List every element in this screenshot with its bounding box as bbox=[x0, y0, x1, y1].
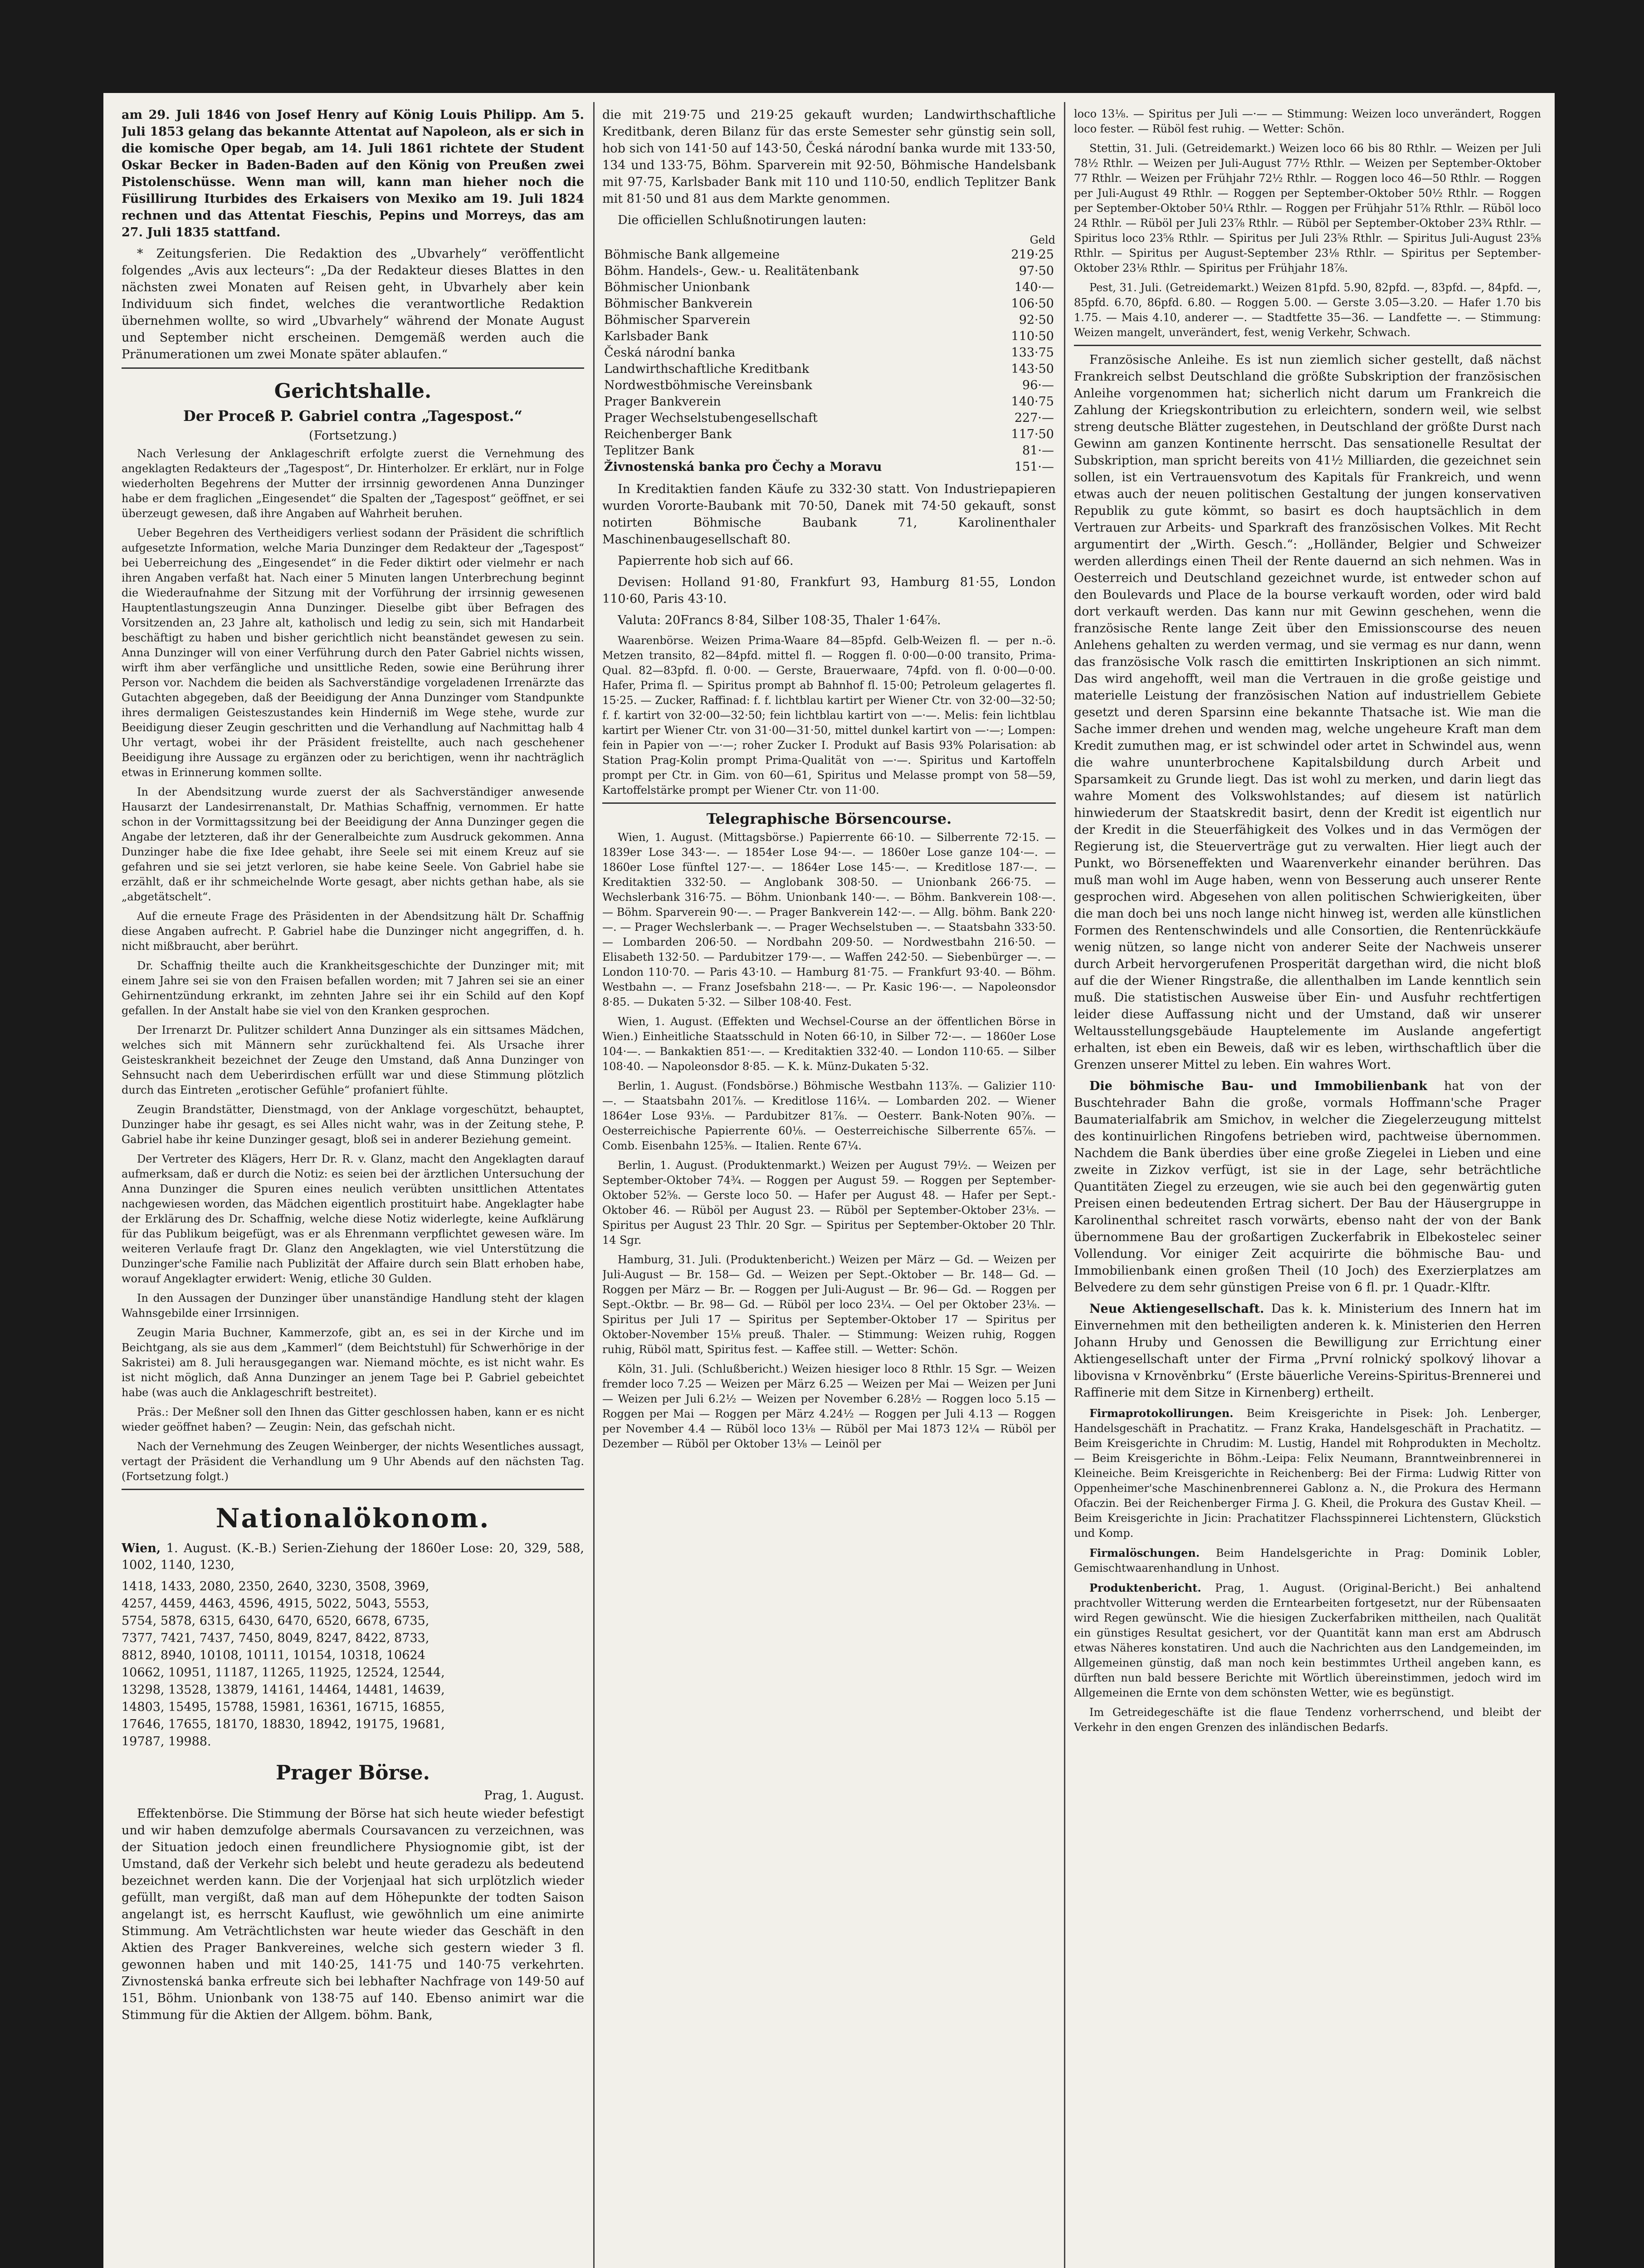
serien-row: 14803, 15495, 15788, 15981, 16361, 16715, 16855, bbox=[122, 1700, 445, 1714]
column-rule bbox=[593, 102, 595, 2268]
section-heading-prager-boerse: Prager Börse. bbox=[276, 1761, 430, 1784]
table-row bbox=[602, 296, 1056, 312]
section-heading-nationaloekonom: Nationalökonom. bbox=[215, 1503, 490, 1534]
paragraph: Präs.: Der Meßner soll den Ihnen das Gitter geschlossen haben, kann er es nicht wieder geöffnet haben? — Zeugin: Nein, das gefschah nicht. bbox=[122, 1406, 584, 1433]
paragraph: Papierrente hob sich auf 66. bbox=[618, 554, 794, 568]
stock-value: 92·50 bbox=[1019, 313, 1054, 327]
table-row bbox=[602, 328, 1056, 345]
article-heading: Firmalöschungen. bbox=[1089, 1546, 1200, 1559]
paragraph: Stettin, 31. Juli. (Getreidemarkt.) Weizen loco 66 bis 80 Rthlr. — Weizen per Juli 78½ Rthlr. — Weizen per Juli-August 77½ Rthlr. — Weizen per September-Oktober 77 Rthlr. — Weizen per Frühjahr 72½ Rthlr. — Roggen loco 46—50 Rthlr. — Roggen per Juli-August 49 Rthlr. — Roggen per September-Oktober 50½ Rthlr. — Roggen per September-Oktober 50¼ Rthlr. — Roggen per Frühjahr 51⅞ Rthlr. — Rüböl loco 24 Rthlr. — Rüböl per Juli 23⅞ Rthlr. — Rüböl per September-Oktober 23¾ Rthlr. — Spiritus loco 23⅝ Rthlr. — Spiritus per Juli 23⅝ Rthlr. — Spiritus Juli-August 23⅝ Rthlr. — Spiritus per August-September 23⅛ Rthlr. — Spiritus per September-Oktober 23⅛ Rthlr. — Spiritus per Frühjahr 18⅞. bbox=[1074, 142, 1541, 274]
column-2 bbox=[602, 107, 1056, 2268]
article-body: Das k. k. Ministerium des Innern hat im Einvernehmen mit den betheiligten anderen k. k. Ministerien den Herren Johann Hruby und Genossen die Bewilligung zur Errichtung einer Aktiengesellschaft unter der Firma „První rolnický spolkový lihovar a libovisna v Krnověnbrku“ (Erste bäuerliche Vereins-Spiritus-Brennerei und Raffinerie mit dem Sitze in Kirnenberg) ertheilt. bbox=[1074, 1302, 1541, 1400]
article-continuation: (Fortsetzung.) bbox=[309, 429, 397, 443]
paragraph: In den Aussagen der Dunzinger über unanständige Handlung steht der klagen Wahnsgebilde einer Irrsinnigen. bbox=[122, 1292, 584, 1320]
table-row bbox=[602, 443, 1056, 459]
serien-row: 17646, 17655, 18170, 18830, 18942, 19175, 19681, bbox=[122, 1717, 445, 1731]
stock-name: Böhmische Bank allgemeine bbox=[604, 248, 780, 262]
section-heading-gerichtshalle: Gerichtshalle. bbox=[274, 380, 432, 403]
paragraph: Der Vertreter des Klägers, Herr Dr. R. v. Glanz, macht den Angeklagten darauf aufmerksam, daß er durch die Notiz: es seien bei der ärztlichen Untersuchung der Anna Dunzinger die Spuren eines neulich verübten unsittlichen Attentates nachgewiesen worden, das Mädchen eigentlich prostituirt habe. Angeklagter habe der Erklärung des Dr. Schaffnig, welche diese Notiz widerlegte, keine Aufklärung für das Publikum beigefügt, was er als Ehrenmann verpflichtet gewesen wäre. Im weiteren Verlaufe fragt Dr. Glanz den Angeklagten, wie viel Unterstützung die Dunzinger'sche Familie nach Publizität der Affaire durch sein Blatt erhoben habe, worauf Angeklagter erwidert: Wenig, etliche 30 Gulden. bbox=[122, 1153, 584, 1285]
article-heading: Neue Aktiengesellschaft. bbox=[1089, 1302, 1264, 1316]
dateline-wien: Wien, bbox=[122, 1541, 161, 1555]
table-row bbox=[602, 247, 1056, 263]
serien-intro: 1. August. (K.-B.) Serien-Ziehung der 1860er Lose: 20, 329, 588, 1002, 1140, 1230, bbox=[122, 1541, 584, 1572]
divider bbox=[1074, 345, 1541, 346]
article-heading: Die böhmische Bau- und Immobilienbank bbox=[1089, 1079, 1427, 1093]
paragraph: Hamburg, 31. Juli. (Produktenbericht.) Weizen per März — Gd. — Weizen per Juli-August — Br. 158— Gd. — Weizen per Sept.-Oktober — Br. 148— Gd. — Roggen per März — Br. — Roggen per Juli-August — Br. 96— Gd. — Roggen per Sept.-Oktbr. — Br. 98— Gd. — Rüböl per loco 23¼. — Oel per Oktober 23⅛. — Spiritus per Juli 17 — Spiritus per September-Oktober 17 — Spiritus per Oktober-November 15⅛ preuß. Thaler. — Stimmung: Weizen ruhig, Roggen ruhig, Rüböl matt, Spiritus fest. — Kaffee still. — Wetter: Schön. bbox=[602, 1253, 1056, 1356]
prager-boerse-body: Effektenbörse. Die Stimmung der Börse hat sich heute wieder befestigt und wir haben demzufolge abermals Coursavancen zu verzeichnen, was der Situation jedoch einen freundlichere Physiognomie gibt, ist der Umstand, daß der Verkehr sich belebt und heute geradezu als bedeutend bezeichnet werden kann. Die der Vorjenjaal hat sich urplötzlich wieder gefüllt, man vergißt, daß man auf dem Höhepunkte der todten Saison angelangt ist, es herrscht Kauflust, wie gewöhnlich um eine animirte Stimmung. Am Veträchtlichsten war heute wieder das Geschäft in den Aktien des Prager Bankvereines, welche sich gestern wieder 3 fl. gewonnen haben und mit 140·25, 141·75 und 140·75 verkehrten. Zivnostenská banka erfreute sich bei lebhafter Nachfrage von 149·50 auf 151, Böhm. Unionbank von 138·75 auf 140. Ebenso animirt war die Stimmung für die Aktien der Allgem. böhm. Bank, bbox=[122, 1807, 584, 2022]
paragraph: Köln, 31. Juli. (Schlußbericht.) Weizen hiesiger loco 8 Rthlr. 15 Sgr. — Weizen fremder loco 7.25 — Weizen per März 6.25 — Weizen per Mai — Weizen per Juni — Weizen per Juli 6.2½ — Weizen per November 6.28½ — Roggen loco 5.15 — Roggen per Mai — Roggen per März 4.24½ — Roggen per Juli 4.13 — Roggen per November 4.4 — Rüböl loco 13⅛ — Rüböl per Mai 1873 12¼ — Rüböl per Dezember — Rüböl per Oktober 13⅛ — Leinöl per bbox=[602, 1363, 1056, 1450]
table-row bbox=[602, 312, 1056, 328]
serien-row: 4257, 4459, 4463, 4596, 4915, 5022, 5043, 5553, bbox=[122, 1597, 429, 1611]
stock-name: Landwirthschaftliche Kreditbank bbox=[604, 362, 810, 376]
paragraph: Wien, 1. August. (Effekten und Wechsel-Course an der öffentlichen Börse in Wien.) Einheitliche Staatsschuld in Noten 66·10, in Silber 72·—. — 1860er Lose 104·—. — Bankaktien 851·—. — Kreditaktien 332·40. — London 110·65. — Silber 108·40. — Napoleonsdor 8·85. — K. k. Münz-Dukaten 5·32. bbox=[602, 1015, 1056, 1073]
paragraph: Im Getreidegeschäfte ist die flaue Tendenz vorherrschend, und bleibt der Verkehr in den engen Grenzen des inländischen Bedarfs. bbox=[1074, 1706, 1541, 1734]
column-3 bbox=[1074, 107, 1541, 2268]
paragraph: Berlin, 1. August. (Fondsbörse.) Böhmische Westbahn 113⅞. — Galizier 110·—. — Staatsbahn 201⅞. — Kreditlose 116¼. — Lombarden 202. — Wiener 1864er Lose 93⅛. — Pardubitzer 81⅞. — Oesterr. Bank-Noten 90⅞. — Oesterreichische Papierrente 60⅛. — Oesterreichische Silberrente 65⅞. — Comb. Eisenbahn 125⅜. — Italien. Rente 67¼. bbox=[602, 1080, 1056, 1152]
article-body: hat von der Buschtehrader Bahn die große, vormals Hoffmann'sche Prager Baumaterialfabrik am Smichov, in welcher die Ziegelerzeugung mittelst des kontinuirlichen Ringofens betrieben wird, pachtweise übernommen. Nachdem die Bank überdies über eine große Ziegelei in Lieben und eine zweite in Zizkov verfügt, ist sie in der Lage, sehr beträchtliche Quantitäten Ziegel zu erzeugen, wie sie auch bei den gegenwärtig guten Preisen einen bedeutenden Ertrag sichert. Der Bau der Häusergruppe in Karolinenthal schreitet rasch vorwärts, ebenso naht der von der Bank übernommene Bau der großartigen Zuckerfabrik in Elbekostelec seiner Vollendung. Vor einiger Zeit acquirirte die böhmische Bau- und Immobilienbank einen großen Theil (10 Joch) des Exerzierplatzes am Belvedere zu dem sehr günstigen Preise von 6 fl. pr. 1 Quadr.-Klftr. bbox=[1074, 1079, 1541, 1295]
article-body: Beim Handelsgerichte in Prag: Dominik Lobler, Gemischtwaarenhandlung in Unhost. bbox=[1074, 1547, 1541, 1574]
stock-value: 133·75 bbox=[1011, 346, 1054, 360]
article-title: Der Proceß P. Gabriel contra „Tagespost.“ bbox=[183, 407, 522, 425]
court-article-body bbox=[122, 446, 584, 1484]
paragraph: Französische Anleihe. Es ist nun ziemlich sicher gestellt, daß nächst Frankreich selbst Deutschland die größte Subskription der französischen Anleihe vorgenommen hat; sicherlich nicht darum um Frankreich die Zahlung der Kriegskontribution zu erleichtern, sondern weil, wie selbst streng deutsche Blätter zugestehen, in Deutschland der größte Durst nach Gewinn am ganzen Kontinente herrscht. Das sensationelle Resultat der Subskription, man spricht bereits von 41½ Milliarden, die gezeichnet sein sollen, ist ein Vertrauensvotum des Kapitals für Frankreich, und wenn etwas auch der neuen politischen Gestaltung der jungen konservativen Republik zu gute kömmt, so basirt es doch hauptsächlich in dem Vertrauen zur Arbeits- und Sparkraft des französischen Volkes. Mit Recht argumentirt der „Wirth. Gesch.“: „Holländer, Belgier und Schweizer werden allerdings einen Theil der Rente dauernd an sich nehmen. Was in Oesterreich und Deutschland gezeichnet wurde, ist entweder schon auf den Boulevards und Place de la bourse verkauft worden, oder wird bald dort verkauft werden. Das kann nur mit Gewinn geschehen, wenn die französische Rente lange Zeit über den Emissionscourse des neuen Anlehens gehalten zu werden vermag, und sie vermag es nur dann, wenn das französische Volk rasch die emittirten Inskriptionen an sich nimmt. Das wird angehofft, weil man die Vertrauen in die große geistige und materielle Leistung der französischen Nation auf industriellem Gebiete gesetzt und deren Sparsinn eine bekannte Thatsache ist. Wie man die Sache immer drehen und wenden mag, welche ungeheure Kraft man dem Kredit zumuthen mag, er ist schwindel oder artet in Schwindel aus, wenn die wahre ununterbrochene Kapitalsbildung durch Arbeit und Sparsamkeit zu Grunde liegt. Das ist wohl zu merken, und darin liegt das wahre Moment des Volkswohlstandes; auf diesem ist natürlich hinwiederum der Staatskredit basirt, denn der Kredit ist eigentlich nur der Kredit in die Steuerfähigkeit des Volkes und in das Vermögen der Regierung ist, die Steuerverträge gut zu verwalten. Hier liegt auch der Punkt, wo Börseneffekten und Waarenverkehr einander berühren. Das muß man wohl im Auge haben, wenn von Besserung auch unserer Rente gesprochen wird. Abgesehen von allen politischen Schwierigkeiten, über die man doch bei uns noch lange nicht hinweg ist, werden alle künstlichen Formen des Rentenschwindels und alle Consortien, die Rentenrückkäufe wenig nützen, so lange nicht von anderer Seite der Nachweis unserer durch Arbeit hervorgerufenen Prosperität dargethan wird, die nicht bloß auf die der Wiener Ringstraße, die allenthalben im Lande kenntlich sein muß. Die statistischen Ausweise über Ein- und Ausfuhr rechtfertigen leider diese Auffassung nicht und der Umstand, daß wir unserer Weltausstellungsgebäude Hauptelemente im Auslande angefertigt erhalten, ist eben ein Beweis, daß wir es leben, wirthschaftlich über die Grenzen unserer Mittel zu leben. Ein wahres Wort. bbox=[1074, 353, 1541, 1072]
table-row bbox=[602, 459, 1056, 475]
paragraph: Zeugin Maria Buchner, Kammerzofe, gibt an, es sei in der Kirche und im Beichtgang, als sie aus dem „Kammerl“ (dem Beichtstuhl) für Schwerhörige in der Sakristei) am 8. Juli herausgegangen war. Niemand möchte, es ist nicht wahr. Es ist nicht möglich, daß Anna Dunzinger an jenem Tage bei P. Gabriel gebeichtet habe (was auch die Anklageschrift bestreitet). bbox=[122, 1326, 584, 1399]
stock-name: Nordwestböhmische Vereinsbank bbox=[604, 378, 812, 392]
serien-row: 1418, 1433, 2080, 2350, 2640, 3230, 3508, 3969, bbox=[122, 1579, 429, 1593]
paragraph: Pest, 31. Juli. (Getreidemarkt.) Weizen 81pfd. 5.90, 82pfd. —, 83pfd. —, 84pfd. —, 85pfd. 6.70, 86pfd. 6.80. — Roggen 5.00. — Gerste 3.05—3.20. — Hafer 1.70 bis 1.75. — Mais 4.10, anderer —. — Stadtfette 35—36. — Landfette —. — Stimmung: Weizen mangelt, unverändert, fest, wenig Verkehr, Schwach. bbox=[1074, 281, 1541, 339]
paragraph: Auf die erneute Frage des Präsidenten in der Abendsitzung hält Dr. Schaffnig diese Angaben aufrecht. P. Gabriel habe die Dunzinger nicht angegriffen, d. h. nicht mißbraucht, aber berührt. bbox=[122, 910, 584, 953]
paragraph: Nach der Vernehmung des Zeugen Weinberger, der nichts Wesentliches aussagt, vertagt der Präsident die Verhandlung um 9 Uhr Abends auf den nächsten Tag. (Fortsetzung folgt.) bbox=[122, 1440, 584, 1483]
stock-name: Karlsbader Bank bbox=[604, 329, 708, 343]
stock-value: 106·50 bbox=[1011, 297, 1054, 311]
paragraph: Waarenbörse. Weizen Prima-Waare 84—85pfd. Gelb-Weizen fl. — per n.-ö. Metzen transito, 82—84pfd. mittel fl. — Roggen fl. 0·00—0·00 transito, Prima-Qual. 82—83pfd. fl. 0·00. — Gerste, Brauerwaare, 74pfd. von fl. 0·00—0·00. Hafer, Prima fl. — Spiritus prompt ab Bahnhof fl. 15·00; Petroleum gelagertes fl. 15·25. — Zucker, Raffinad: f. f. lichtblau kartirt per Wiener Ctr. von 32·00—32·50; f. f. kartirt von 32·00—32·50; fein lichtblau kartirt von —·—. Melis: fein lichtblau kartirt per Wiener Ctr. von 31·00—31·50, mittel dunkel kartirt von —·—; Lompen: fein in Papier von —·—; roher Zucker I. Produkt auf Basis 93% Polarisation: ab Station Prag-Kolin prompt Prima-Qualität von —·—. Spiritus und Kartoffeln prompt per Ctr. in Gim. von 60—61, Spiritus und Melasse prompt von 58—59, Kartoffelstärke prompt per Wiener Ctr. von 11·00. bbox=[602, 634, 1056, 797]
stock-name: Böhm. Handels-, Gew.- u. Realitätenbank bbox=[604, 264, 859, 278]
divider bbox=[602, 802, 1056, 804]
paragraph: Nach Verlesung der Anklageschrift erfolgte zuerst die Vernehmung des angeklagten Redakteurs der „Tagespost“, Dr. Hinterholzer. Er erklärt, nur in Folge wiederholten Begehrens der Mutter der irrsinnig gewordenen Anna Dunzinger habe er dem fraglichen „Eingesendet“ die Spalten der „Tagespost“ geöffnet, er sei überzeugt gewesen, daß ihre Angaben auf Wahrheit beruhen. bbox=[122, 447, 584, 520]
stock-name: Teplitzer Bank bbox=[604, 444, 694, 458]
stock-value: 81·— bbox=[1022, 444, 1054, 458]
article-heading: Firmaprotokollirungen. bbox=[1089, 1407, 1234, 1420]
table-row bbox=[602, 361, 1056, 377]
stock-value: 140·75 bbox=[1011, 395, 1054, 409]
divider bbox=[122, 367, 584, 369]
paragraph: Wien, 1. August. (Mittagsbörse.) Papierrente 66·10. — Silberrente 72·15. — 1839er Lose 343·—. — 1854er Lose 94·—. — 1860er Lose ganze 104·—. — 1860er Lose fünftel 127·—. — 1864er Lose 145·—. — Kreditlose 187·—. — Kreditaktien 332·50. — Anglobank 308·50. — Unionbank 266·75. — Wechslerbank 316·75. — Böhm. Unionbank 140·—. — Böhm. Bankverein 108·—. — Böhm. Sparverein 90·—. — Prager Bankverein 142·—. — Allg. böhm. Bank 220·—. — Prager Wechslerbank —. — Prager Wechselstuben —. — Staatsbahn 333·50. — Lombarden 206·50. — Nordbahn 209·50. — Nordwestbahn 216·50. — Elisabeth 132·50. — Pardubitzer 179·—. — Waffen 242·50. — Siebenbürger —. — London 110·70. — Paris 43·10. — Hamburg 81·75. — Frankfurt 93·40. — Böhm. Westbahn —. — Franz Josefsbahn 218·—. — Pr. Kasic 196·—. — Napoleonsdor 8·85. — Dukaten 5·32. — Silber 108·40. Fest. bbox=[602, 831, 1056, 1008]
table-row bbox=[602, 279, 1056, 296]
paragraph: Berlin, 1. August. (Produktenmarkt.) Weizen per August 79½. — Weizen per September-Oktober 74¾. — Roggen per August 59. — Roggen per September-Oktober 52⅝. — Gerste loco 50. — Hafer per August 48. — Hafer per Sept.-Oktober 46. — Rüböl per August 23. — Rüböl per September-Oktober 23⅛. — Spiritus per August 23 Thlr. 20 Sgr. — Spiritus per September-Oktober 20 Thlr. 14 Sgr. bbox=[602, 1159, 1056, 1246]
paragraph: die mit 219·75 und 219·25 gekauft wurden; Landwirthschaftliche Kreditbank, deren Bilanz für das erste Semester sehr günstig sein soll, hob sich von 141·50 auf 143·50, Česká národní banka wurde mit 133·50, 134 und 133·75, Böhm. Sparverein mit 92·50, Böhmische Handelsbank mit 97·75, Karlsbader Bank mit 110 und 110·50, endlich Teplitzer Bank mit 81·50 und 81 aus dem Markte genommen. bbox=[602, 108, 1056, 206]
serien-row: 13298, 13528, 13879, 14161, 14464, 14481, 14639, bbox=[122, 1683, 445, 1697]
paragraph: Die officiellen Schlußnotirungen lauten: bbox=[618, 213, 867, 227]
paragraph: In der Abendsitzung wurde zuerst der als Sachverständiger anwesende Hausarzt der Landesirrenanstalt, Dr. Mathias Schaffnig, vernommen. Er hatte schon in der Vormittagssitzung bei der Beeidigung der Anna Dunzinger gegen die Angabe der letzteren, daß ihr der Generalbeichte zum Ausdruck gekommen. Anna Dunzinger habe die fixe Idee gehabt, ihre Seele sei mit einem Kreuz auf sie gefahren und sie sei jetzt verloren, sie habe keine Seele. Von Gabriel habe sie erzählt, daß er ihr schmeichelnde Worte gesagt, aber nichts gethan habe, als sie „abgetätschelt“. bbox=[122, 786, 584, 903]
article-body: Prag, 1. August. (Original-Bericht.) Bei anhaltend prachtvoller Witterung werden die Erntearbeiten fortgesetzt, nur der Rübensaaten wird Regen gewünscht. Wie die hiesigen Zuckerfabriken mittheilen, nach Qualität ein günstiges Resultat gesichert, vor der Quantität kann man erst am Abdrusch etwas Näheres konstatiren. Und auch die Nachrichten aus den Landgemeinden, im Allgemeinen günstig, daß man noch kein bestimmtes Urtheil angeben kann, es dürften nun bald bessere Berichte mit Wörtlich übereinstimmen, jedoch wird im Allgemeinen die Ernte von dem schönsten Wetter, wie es begünstigt. bbox=[1074, 1582, 1541, 1699]
table-row bbox=[602, 394, 1056, 410]
paragraph: Ueber Begehren des Vertheidigers verliest sodann der Präsident die schriftlich aufgesetzte Information, welche Maria Dunzinger dem Redakteur der „Tagespost“ bei Ueberreichung des „Eingesendet“ in die Feder diktirt oder vielmehr er nach ihren Angaben verfaßt hat. Nach einer 5 Minuten langen Unterbrechung beginnt die Wiederaufnahme der Sitzung mit der Vorführung der irrsinnig gewesenen Hauptentlastungszeugin Anna Dunzinger. Dieselbe gibt über Befragen des Vorsitzenden an, 23 Jahre alt, katholisch und ledig zu sein, sich mit Handarbeit beschäftigt zu haben und bisher gerichtlich nicht beanständet gewesen zu sein. Anna Dunzinger will von einer Verführung durch den Pater Gabriel nichts wissen, wirft ihm aber verfängliche und unsittliche Reden, sowie eine Berührung ihrer Person vor. Nachdem die beiden als Sachverständige vorgeladenen Irrenärzte das Gutachten abgegeben, daß der Beeidigung der Anna Dunzinger vom Standpunkte ihres dermaligen Geisteszustandes kein Hinderniß im Wege stehe, wurde zur Beeidigung dieser Zeugin geschritten und die Verhandlung auf Nachmittag halb 4 Uhr vertagt, wobei ihr der Präsident freistellte, auch nach geschehener Beeidigung ihre Aussage zu ergänzen oder zu berichtigen, wenn ihr nachträglich etwas in Erinnerung kommen sollte. bbox=[122, 527, 584, 779]
serien-row: 8812, 8940, 10108, 10111, 10154, 10318, 10624 bbox=[122, 1648, 425, 1662]
section-heading-telegraphische-boersencourse: Telegraphische Börsencourse. bbox=[706, 810, 952, 827]
stock-value: 110·50 bbox=[1011, 329, 1054, 343]
column-rule bbox=[1064, 102, 1065, 2268]
intro-paragraph: am 29. Juli 1846 von Josef Henry auf König Louis Philipp. Am 5. Juli 1853 gelang das bekannte Attentat auf Napoleon, als er sich in die komische Oper begab, am 14. Juli 1861 richtete der Student Oskar Becker in Baden-Baden auf den König von Preußen zwei Pistolenschüsse. Wenn man will, kann man hieher noch die Füsillirung Iturbides des Erkaisers von Mexiko am 19. Juli 1824 rechnen und das Attentat Fieschis, Pepins und Morreys, das am 27. Juli 1835 stattfand. bbox=[122, 108, 584, 240]
paragraph: loco 13⅛. — Spiritus per Juli —·— — Stimmung: Weizen loco unverändert, Roggen loco fester. — Rüböl fest ruhig. — Wetter: Schön. bbox=[1074, 108, 1541, 135]
stock-value: 151·— bbox=[1014, 460, 1054, 474]
stock-name: Böhmischer Unionbank bbox=[604, 280, 750, 294]
table-row bbox=[602, 377, 1056, 394]
stock-name: Prager Wechselstubengesellschaft bbox=[604, 411, 818, 425]
serien-numbers bbox=[122, 1578, 584, 1750]
stock-name: Živnostenská banka pro Čechy a Moravu bbox=[604, 460, 882, 474]
stock-name: Böhmischer Sparverein bbox=[604, 313, 751, 327]
table-row bbox=[602, 426, 1056, 443]
stock-name: Česká národní banka bbox=[604, 346, 736, 360]
paragraph: Zeugin Brandstätter, Dienstmagd, von der Anklage vorgeschützt, behauptet, Dunzinger habe ihr gesagt, es sei Alles nicht wahr, was in der Zeitung stehe, P. Gabriel habe ihr keine Dunzinger gesagt, bloß sei in anderer Beziehung gemeint. bbox=[122, 1103, 584, 1146]
stock-value: 219·25 bbox=[1011, 248, 1054, 262]
article-body: Beim Kreisgerichte in Pisek: Joh. Lenberger, Handelsgeschäft in Prachatitz. — Franz Kraka, Handelsgeschäft in Prachatitz. — Beim Kreisgerichte in Chrudim: M. Lustig, Handel mit Rohprodukten in Mecholtz. — Beim Kreisgerichte in Böhm.-Leipa: Felix Neumann, Branntweinbrennerei in Kleineiche. Beim Kreisgerichte in Reichenberg: Bei der Firma: Ludwig Ritter von Oppenheimer'sche Maschinenbrennerei Gablonz a. N., die Prokura des Hermann Ofaczin. Bei der Reichenberger Firma J. G. Kheil, die Prokura des Gustav Kheil. — Beim Kreisgerichte in Jicin: Prachatitzer Flachsspinnerei Lichtenstern, Glückstich und Komp. bbox=[1074, 1407, 1541, 1540]
dateline-prag: Prag, 1. August. bbox=[484, 1789, 584, 1803]
quotes-table bbox=[602, 233, 1056, 475]
divider bbox=[122, 1489, 584, 1490]
paragraph: In Kreditaktien fanden Käufe zu 332·30 statt. Von Industriepapieren wurden Vororte-Baubank mit 70·50, Danek mit 74·50 gekauft, sonst notirten Böhmische Baubank 71, Karolinenthaler Maschinenbaugesellschaft 80. bbox=[602, 482, 1056, 547]
column-1 bbox=[122, 107, 584, 2268]
article-heading: Produktenbericht. bbox=[1089, 1581, 1201, 1594]
stock-value: 143·50 bbox=[1011, 362, 1054, 376]
stock-value: 227·— bbox=[1014, 411, 1054, 425]
stock-value: 117·50 bbox=[1011, 427, 1054, 441]
paragraph: Dr. Schaffnig theilte auch die Krankheitsgeschichte der Dunzinger mit; mit einem Jahre sei sie von den Fraisen befallen worden; mit 7 Jahren sei sie an einer Gehirnentzündung erkrankt, im zehnten Jahre sei ihr ein Schild auf den Kopf gefallen. In der Anstalt habe sie viel von den Kranken gesprochen. bbox=[122, 959, 584, 1017]
stock-value: 140·— bbox=[1014, 280, 1054, 294]
serien-row: 5754, 5878, 6315, 6430, 6470, 6520, 6678, 6735, bbox=[122, 1614, 429, 1628]
column-header: Geld bbox=[1029, 234, 1055, 246]
notice-paragraph: * Zeitungsferien. Die Redaktion des „Ubvarhely“ veröffentlicht folgendes „Avis aux lecteurs“: „Da der Redakteur dieses Blattes in den nächsten zwei Monaten auf Reisen geht, in Ubvarhely aber kein Individuum sich findet, welches die verantwortliche Redaktion übernehmen wollte, so wird „Ubvarhely“ während der Monate August und September nicht erscheinen. Demgemäß werden auch die Pränumerationen um zwei Monate später ablaufen.“ bbox=[122, 247, 584, 362]
serien-row: 10662, 10951, 11187, 11265, 11925, 12524, 12544, bbox=[122, 1666, 445, 1680]
paragraph: Devisen: Holland 91·80, Frankfurt 93, Hamburg 81·55, London 110·60, Paris 43·10. bbox=[602, 575, 1056, 606]
table-row bbox=[602, 345, 1056, 361]
newspaper-page bbox=[103, 93, 1555, 2268]
table-row bbox=[602, 263, 1056, 279]
stock-name: Böhmischer Bankverein bbox=[604, 297, 753, 311]
table-row bbox=[602, 410, 1056, 426]
serien-row: 7377, 7421, 7437, 7450, 8049, 8247, 8422, 8733, bbox=[122, 1631, 429, 1645]
stock-value: 96·— bbox=[1022, 378, 1054, 392]
serien-row: 19787, 19988. bbox=[122, 1735, 211, 1749]
stock-name: Reichenberger Bank bbox=[604, 427, 732, 441]
paragraph: Der Irrenarzt Dr. Pulitzer schildert Anna Dunzinger als ein sittsames Mädchen, welches sich mit Männern sehr zurückhaltend fei. Als Ursache ihrer Geisteskrankheit bezeichnet der Zeuge den Umstand, daß Anna Dunzinger von Sehnsucht nach dem Ueberirdischen erfüllt war und diese Stimmung plötzlich durch das Eintreten „erotischer Gefühle“ profaniert fühlte. bbox=[122, 1024, 584, 1096]
stock-name: Prager Bankverein bbox=[604, 395, 721, 409]
paragraph: Valuta: 20Francs 8·84, Silber 108·35, Thaler 1·64⅞. bbox=[618, 613, 941, 627]
stock-value: 97·50 bbox=[1019, 264, 1054, 278]
